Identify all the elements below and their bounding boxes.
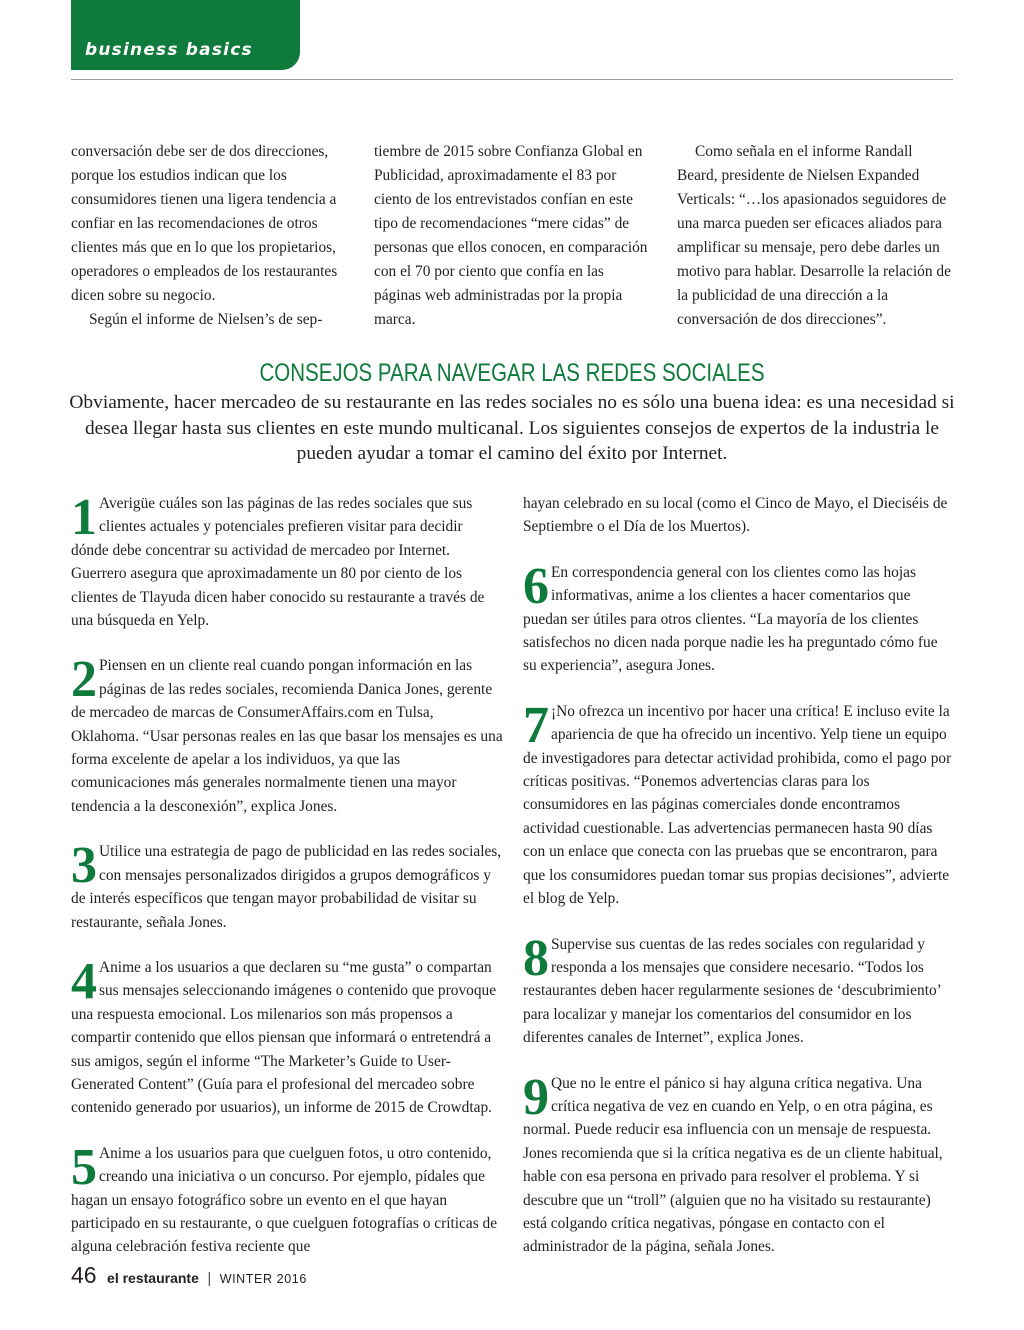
tip-text: ¡No ofrezca un incentivo por hacer una crítica! E incluso evite la apariencia de que ha ofrecido un incentivo. Yelp tiene un equipo de investigadores para detectar actividad prohibida, como el pago por críticas positivas. “Ponemos advertencias claras para los consumidores en las páginas comerciales donde encontramos actividad cuestionable. Las advertencias permanecen hasta 90 días con un enlace que conecta con las pruebas que se encontraron, para que los consumidores puedan tomar sus propias decisiones”, advierte el blog de Yelp. xyxy=(523,702,952,908)
tip-item xyxy=(71,651,503,818)
footer-separator: | xyxy=(207,1270,212,1287)
tip-item xyxy=(71,1138,503,1259)
tip-text: Anime a los usuarios a que declaren su “me gusta” o compartan sus mensajes seleccionando imágenes o contenido que provoque una respuesta emocional. Los milenarios son más propensos a compartir contenido que ellos piensan que informará o entretendrá a sus amigos, según el informe “The Marketer’s Guide to User-Generated Content” (Guía para el profesional del mercadeo sobre contenido generado por usuarios), un informe de 2015 de Crowdtap. xyxy=(71,958,497,1117)
intro-paragraph: conversación debe ser de dos direcciones, porque los estudios indican que los consumidores tienen una ligera tendencia a confiar en las recomendaciones de otros clientes más que en lo que los propietarios, operadores o empleados de los restaurantes dicen sobre su negocio. xyxy=(71,143,338,304)
magazine-name: el restaurante xyxy=(107,1270,199,1286)
tip-number: 2 xyxy=(71,651,97,709)
tip-item xyxy=(523,1068,955,1259)
tip-item xyxy=(71,837,503,934)
tip-number: 9 xyxy=(523,1068,549,1126)
tip-text: Supervise sus cuentas de las redes sociales con regularidad y responda a los mensajes que considere necesario. “Todos los restaurantes deben hacer regularmente sesiones de ‘descubrimiento’ para localizar y manejar los comentarios del consumidor en los diferentes canales de Internet”, explica Jones. xyxy=(523,935,941,1047)
tip-number: 1 xyxy=(71,489,97,546)
tip-text: Anime a los usuarios para que cuelguen fotos, u otro contenido, creando una iniciativa o un concurso. Por ejemplo, pídales que hagan un ensayo fotográfico sobre un evento en el que hayan participado en su restaurante, o que cuelguen fotografías o críticas de alguna celebración festiva reciente que xyxy=(71,1144,498,1256)
tip-number: 8 xyxy=(523,929,549,987)
sidebar-title: CONSEJOS PARA NAVEGAR LAS REDES SOCIALES xyxy=(259,359,765,387)
tip-item xyxy=(523,696,955,911)
tips-column-right xyxy=(523,492,955,1281)
tip-text: hayan celebrado en su local (como el Cinco de Mayo, el Dieciséis de Septiembre o el Día de los Muertos). xyxy=(523,495,948,536)
tip-number: 7 xyxy=(523,696,549,754)
tip-item xyxy=(523,557,955,678)
intro-paragraph: Según el informe de Nielsen’s de sep- xyxy=(89,311,323,328)
tip-number: 5 xyxy=(71,1138,97,1196)
tip-number: 4 xyxy=(71,952,97,1010)
tip-number: 6 xyxy=(523,557,549,615)
tips-column-left xyxy=(71,489,503,1281)
tip-item xyxy=(523,929,955,1050)
sidebar-subtitle: Obviamente, hacer mercadeo de su restaurante en las redes sociales no es sólo una buena idea: es una necesidad si desea llegar hasta sus clientes en este mundo multicanal. Los siguientes consejos de expertos de la industria le pueden ayudar a tomar el camino del éxito por Internet. xyxy=(69,392,955,464)
header-rule xyxy=(71,79,953,80)
page-number: 46 xyxy=(71,1262,97,1288)
tip-text: Piensen en un cliente real cuando pongan información en las páginas de las redes sociales, recomienda Danica Jones, gerente de mercadeo de marcas de ConsumerAffairs.com en Tulsa, Oklahoma. “Usar personas reales en las que basar los mensajes es una forma excelente de apelar a los individuos, ya que las comunicaciones más generales normalmente tienen una mayor tendencia a la desconexión”, explica Jones. xyxy=(71,657,503,815)
intro-paragraph: tiembre de 2015 sobre Confianza Global en Publicidad, aproximadamente el 83 por ciento de los entrevistados confían en este tipo de recomendaciones “mere cidas” de personas que ellos conocen, en comparación con el 70 por ciento que confía en las páginas web administradas por la propia marca. xyxy=(374,143,648,328)
tip-text: Utilice una estrategia de pago de publicidad en las redes sociales, con mensajes personalizados dirigidos a grupos demográficos y de interés específicos que tengan mayor probabilidad de visitar su restaurante, señala Jones. xyxy=(71,843,502,931)
tip-item xyxy=(71,489,503,632)
section-tab xyxy=(71,0,300,70)
intro-column-3 xyxy=(677,140,955,332)
tip-item xyxy=(71,952,503,1120)
intro-column-2 xyxy=(374,140,652,332)
intro-column-1 xyxy=(71,140,349,332)
section-label: business basics xyxy=(85,40,253,60)
issue-label: WINTER 2016 xyxy=(219,1272,307,1286)
tip-text: Averigüe cuáles son las páginas de las redes sociales que sus clientes actuales y potenciales prefieren visitar para decidir dónde debe concentrar su actividad de mercadeo por Internet. Guerrero asegura que aproximadamente un 80 por ciento de los clientes de Tlayuda dicen haber conocido su restaurante a través de una búsqueda en Yelp. xyxy=(71,495,485,630)
intro-paragraph: Como señala en el informe Randall Beard, presidente de Nielsen Expanded Verticals: “…los apasionados seguidores de una marca pueden ser eficaces aliados para amplificar su mensaje, pero debe darles un motivo para hablar. Desarrolle la relación de la publicidad de una dirección a la conversación de dos direcciones”. xyxy=(677,143,951,328)
tip-number: 3 xyxy=(71,837,97,895)
tip-text: En correspondencia general con los clientes como las hojas informativas, anime a los clientes a hacer comentarios que puedan ser útiles para otros clientes. “La mayoría de los clientes satisfechos no dicen nada porque nadie les ha preguntado cómo fue su experiencia”, asegura Jones. xyxy=(523,563,938,675)
page-footer xyxy=(71,1262,307,1289)
tip-continuation xyxy=(523,492,955,539)
tip-text: Que no le entre el pánico si hay alguna crítica negativa. Una crítica negativa de vez en cuando en Yelp, o en otra página, es normal. Puede reducir esa influencia con un mensaje de respuesta. Jones recomienda que si la crítica negativa es de un cliente habitual, hable con esa persona en privado para resolver el problema. Y si descubre que un “troll” (alguien que no ha visitado su restaurante) está colgando crítica negativas, póngase en contacto con el administrador de la página, señala Jones. xyxy=(523,1074,943,1256)
